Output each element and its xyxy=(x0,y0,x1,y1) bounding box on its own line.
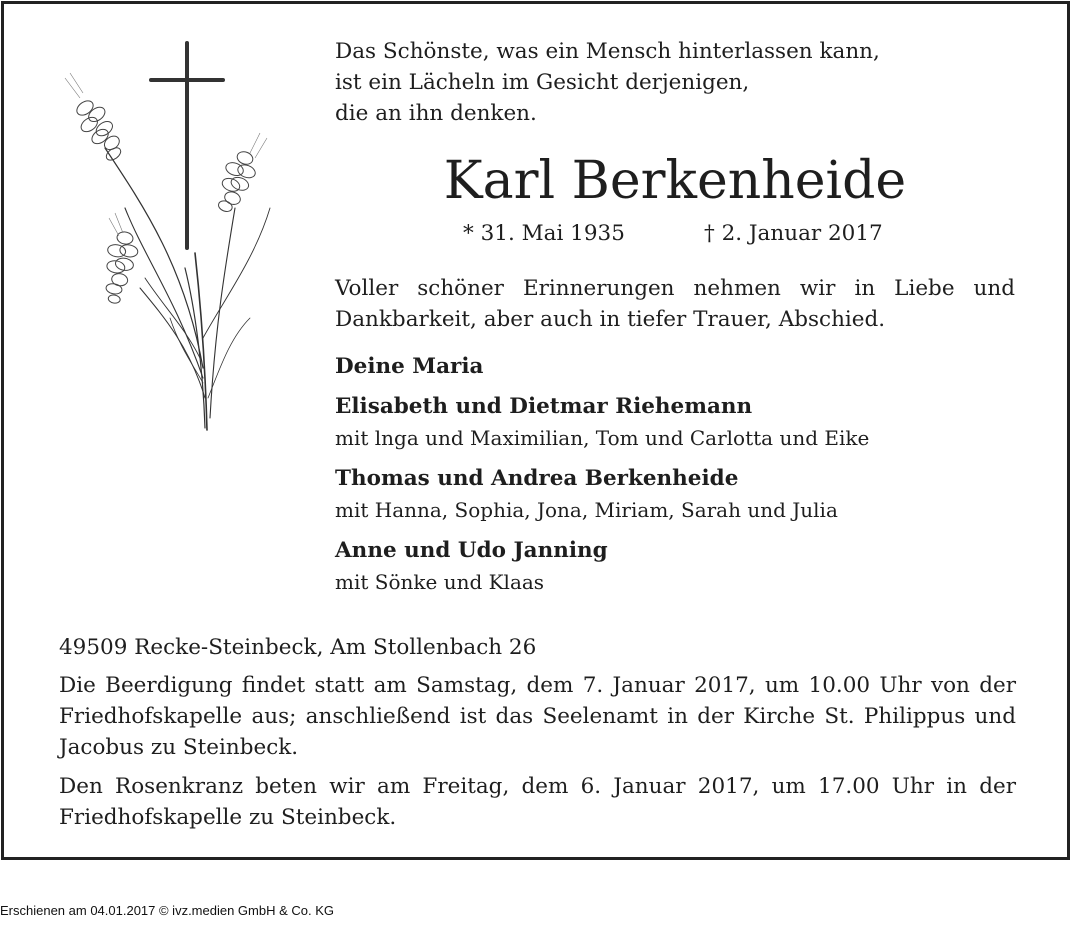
mourner-children: mit Sönke und Klaas xyxy=(335,570,545,594)
funeral-line: Jacobus zu Steinbeck. xyxy=(59,735,299,760)
rosary-line: Friedhofskapelle zu Steinbeck. xyxy=(59,805,397,830)
family-address: 49509 Recke-Steinbeck, Am Stollenbach 26 xyxy=(59,635,537,660)
publication-footer: Erschienen am 04.01.2017 © ivz.medien GmbH & Co. KG xyxy=(0,903,335,918)
farewell-line: Voller schöner Erinnerungen nehmen wir in Liebe und xyxy=(335,276,1015,301)
quote-line: ist ein Lächeln im Gesicht derjenigen, xyxy=(335,70,750,95)
birth-date: * 31. Mai 1935 xyxy=(463,221,625,246)
death-date: † 2. Januar 2017 xyxy=(704,221,883,246)
mourner-group xyxy=(335,463,1015,525)
rosary-line: Den Rosenkranz beten wir am Freitag, dem 6. Januar 2017, um 17.00 Uhr in der xyxy=(59,774,1016,799)
cross-with-wheat-icon xyxy=(45,38,285,438)
memorial-quote xyxy=(335,36,880,129)
funeral-line: Friedhofskapelle aus; anschließend ist das Seelenamt in der Kirche St. Philippus und xyxy=(59,704,1016,729)
mourners-list xyxy=(335,351,1015,607)
mourner-group xyxy=(335,351,1015,383)
deceased-name: Karl Berkenheide xyxy=(443,151,907,211)
quote-line: Das Schönste, was ein Mensch hinterlassen kann, xyxy=(335,39,880,64)
mourner-name: Elisabeth und Dietmar Riehemann xyxy=(335,394,753,419)
funeral-line: Die Beerdigung findet statt am Samstag, dem 7. Januar 2017, um 10.00 Uhr von der xyxy=(59,673,1016,698)
quote-line: die an ihn denken. xyxy=(335,101,537,126)
mourner-name: Thomas und Andrea Berkenheide xyxy=(335,466,739,491)
rosary-info xyxy=(59,771,1016,833)
funeral-info xyxy=(59,670,1016,763)
mourner-children: mit Hanna, Sophia, Jona, Miriam, Sarah und Julia xyxy=(335,498,838,522)
farewell-text xyxy=(335,273,1015,335)
mourner-name: Anne und Udo Janning xyxy=(335,538,608,563)
mourner-group xyxy=(335,391,1015,453)
mourner-group xyxy=(335,535,1015,597)
farewell-line: Dankbarkeit, aber auch in tiefer Trauer, Abschied. xyxy=(335,307,886,332)
mourner-name: Deine Maria xyxy=(335,354,484,379)
mourner-children: mit lnga und Maximilian, Tom und Carlotta und Eike xyxy=(335,426,870,450)
